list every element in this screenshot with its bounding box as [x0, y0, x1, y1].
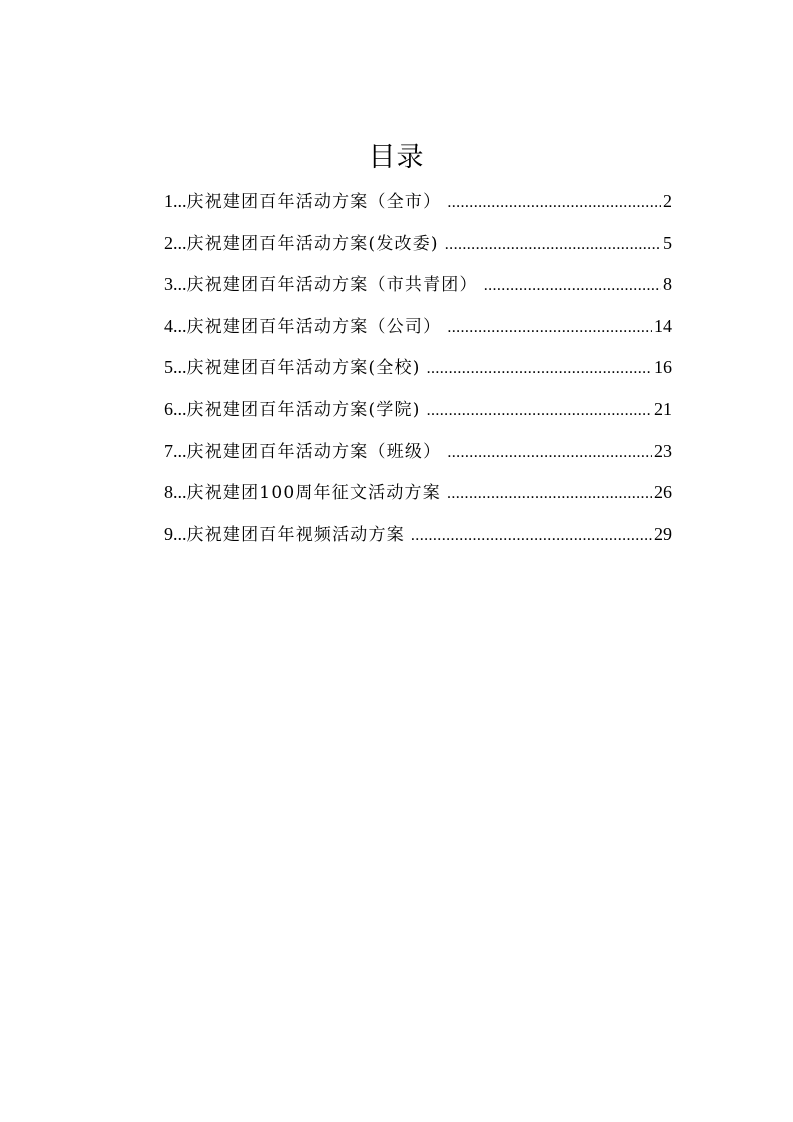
toc-entry-title: 庆祝建团百年活动方案(发改委) — [186, 233, 439, 254]
toc-dot-leader — [427, 356, 652, 382]
toc-entry-page-number: 23 — [654, 440, 672, 461]
toc-entry-number: 3... — [164, 274, 187, 295]
toc-entry-title: 庆祝建团百年活动方案（公司） — [186, 316, 442, 337]
toc-dot-leader — [411, 523, 652, 549]
toc-dot-leader — [447, 315, 652, 341]
toc-entry-7[interactable] — [164, 438, 672, 480]
toc-dot-leader — [447, 190, 661, 216]
toc-entry-number: 2... — [164, 232, 187, 253]
toc-dot-leader — [484, 273, 661, 299]
toc-entry-6[interactable] — [164, 396, 672, 438]
toc-entry-number: 9... — [164, 523, 187, 544]
toc-entry-number: 5... — [164, 357, 187, 378]
toc-entry-title: 庆祝建团100周年征文活动方案 — [186, 483, 441, 504]
toc-entry-number: 4... — [164, 315, 187, 336]
toc-entry-number: 7... — [164, 440, 187, 461]
toc-entry-page-number: 16 — [654, 357, 672, 378]
toc-entry-page-number: 2 — [663, 191, 672, 211]
toc-entry-number: 1... — [164, 191, 187, 211]
toc-entry-number: 6... — [164, 398, 187, 419]
toc-entry-page-number: 5 — [663, 232, 672, 253]
toc-entry-page-number: 29 — [654, 523, 672, 544]
toc-entry-title: 庆祝建团百年活动方案(全校) — [186, 358, 421, 379]
toc-entry-number: 8... — [164, 482, 187, 503]
toc-title: 目录 — [368, 142, 425, 173]
toc-entry-title: 庆祝建团百年活动方案（市共青团） — [186, 275, 478, 296]
toc-list — [164, 188, 672, 562]
toc-entry-9[interactable] — [164, 521, 672, 563]
toc-entry-4[interactable] — [164, 313, 672, 355]
toc-entry-8[interactable] — [164, 479, 672, 521]
toc-entry-title: 庆祝建团百年活动方案（班级） — [186, 441, 442, 462]
toc-entry-page-number: 21 — [654, 398, 672, 419]
toc-entry-page-number: 26 — [654, 482, 672, 503]
toc-dot-leader — [447, 440, 652, 466]
toc-entry-title: 庆祝建团百年视频活动方案 — [186, 524, 405, 545]
toc-entry-title: 庆祝建团百年活动方案(学院) — [186, 399, 421, 420]
toc-entry-2[interactable] — [164, 230, 672, 272]
toc-dot-leader — [427, 398, 652, 424]
toc-entry-title: 庆祝建团百年活动方案（全市） — [186, 192, 442, 212]
toc-entry-page-number: 8 — [663, 274, 672, 295]
toc-entry-5[interactable] — [164, 354, 672, 396]
toc-entry-page-number: 14 — [654, 315, 672, 336]
toc-dot-leader — [447, 481, 652, 507]
toc-entry-1[interactable] — [164, 188, 672, 230]
toc-dot-leader — [445, 232, 661, 258]
toc-entry-3[interactable] — [164, 271, 672, 313]
